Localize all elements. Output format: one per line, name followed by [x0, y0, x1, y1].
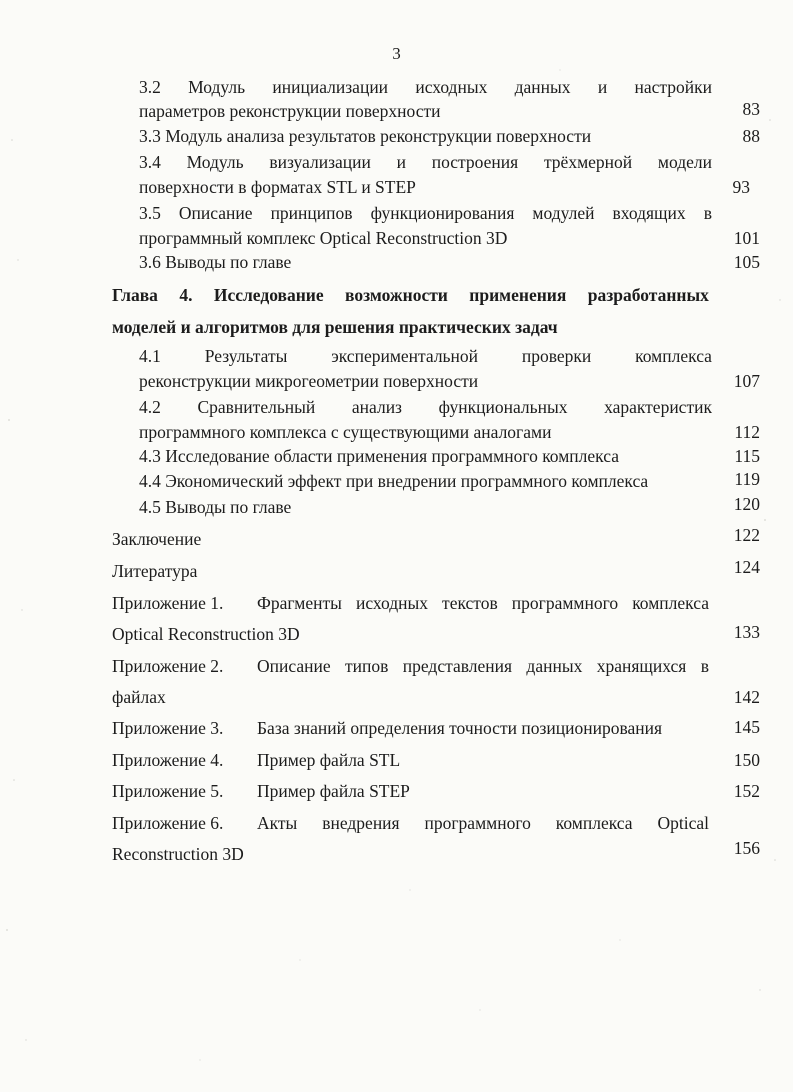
toc-word: Модуль [186, 152, 244, 172]
toc-word: визуализации [269, 152, 371, 172]
toc-word: типов [345, 656, 389, 676]
toc-word: 3.5 [139, 203, 161, 223]
toc-word: настройки [634, 77, 712, 97]
toc-word: Фрагменты [257, 593, 342, 613]
toc-entry-3-5 [139, 202, 712, 224]
appendix-2-title [257, 655, 709, 677]
toc-word: Сравнительный [197, 397, 316, 417]
toc-word: Описание [257, 656, 331, 676]
toc-word: функциональных [438, 397, 568, 417]
toc-word: данных [514, 77, 571, 97]
toc-word: Результаты [204, 346, 288, 366]
appendix-6-title [257, 812, 709, 834]
toc-word: Описание [178, 203, 253, 223]
chapter-word: разработанных [587, 285, 709, 305]
toc-word: Модуль [188, 77, 246, 97]
toc-entry-3-6: 3.6 Выводы по главе [139, 252, 292, 272]
toc-entry-3-3: 3.3 Модуль анализа результатов реконструкции поверхности [139, 126, 592, 146]
chapter-4-title [112, 284, 709, 306]
toc-page-4-2: 112 [734, 422, 760, 442]
toc-page-appendix-5: 152 [733, 781, 760, 801]
toc-word: в [700, 656, 709, 676]
toc-entry-4-1 [139, 345, 712, 367]
toc-word: текстов [442, 593, 498, 613]
chapter-word: 4. [179, 285, 193, 305]
toc-page-3-5: 101 [733, 228, 760, 248]
toc-word: инициализации [272, 77, 389, 97]
toc-entry-4-2 [139, 396, 712, 418]
toc-word: программного [424, 813, 531, 833]
toc-entry-conclusion: Заключение [112, 529, 202, 549]
toc-entry-4-4: 4.4 Экономический эффект при внедрении программного комплекса [139, 471, 649, 491]
toc-word: Optical [657, 813, 709, 833]
toc-page-4-4: 119 [734, 469, 760, 489]
chapter-4-title-line2: моделей и алгоритмов для решения практических задач [112, 317, 558, 337]
appendix-5-label: Приложение 5. [112, 781, 224, 801]
appendix-2-label: Приложение 2. [112, 656, 224, 676]
toc-entry-3-5-line2: программный комплекс Optical Reconstruction 3D [139, 228, 508, 248]
toc-word: и [396, 152, 406, 172]
toc-page-4-5: 120 [733, 494, 760, 514]
toc-page-appendix-4: 150 [733, 750, 760, 770]
toc-page-3-4: 93 [732, 177, 750, 197]
toc-page-literature: 124 [733, 557, 760, 577]
toc-word: исходных [355, 593, 428, 613]
toc-word: программного [511, 593, 619, 613]
toc-page-appendix-2: 142 [733, 687, 760, 707]
toc-word: проверки [521, 346, 592, 366]
appendix-5-title: Пример файла STEP [257, 781, 410, 801]
toc-word: построения [431, 152, 519, 172]
appendix-6-label: Приложение 6. [112, 813, 224, 833]
toc-word: представления [402, 656, 513, 676]
toc-word: хранящихся [596, 656, 687, 676]
appendix-2-line2: файлах [112, 687, 166, 707]
toc-word: 3.2 [139, 77, 161, 97]
toc-entry-4-5: 4.5 Выводы по главе [139, 497, 292, 517]
toc-word: экспериментальной [331, 346, 479, 366]
toc-page-appendix-1: 133 [733, 622, 760, 642]
toc-entry-3-2-line2: параметров реконструкции поверхности [139, 101, 441, 121]
toc-word: трёхмерной [543, 152, 633, 172]
toc-word: анализ [351, 397, 402, 417]
toc-word: данных [526, 656, 583, 676]
page-number: 3 [392, 44, 401, 63]
toc-page-4-3: 115 [734, 446, 760, 466]
appendix-4-label: Приложение 4. [112, 750, 224, 770]
appendix-3-title: База знаний определения точности позиционирования [257, 718, 663, 738]
appendix-1-title [257, 592, 709, 614]
toc-entry-3-2 [139, 76, 712, 98]
appendix-3-label: Приложение 3. [112, 718, 224, 738]
toc-entry-4-1-line2: реконструкции микрогеометрии поверхности [139, 371, 479, 391]
toc-entry-3-4-line2: поверхности в форматах STL и STEP [139, 177, 416, 197]
toc-word: 4.2 [139, 397, 161, 417]
appendix-1-line2: Optical Reconstruction 3D [112, 624, 300, 644]
toc-word: модулей [532, 203, 595, 223]
toc-word: комплекса [632, 593, 709, 613]
toc-page-4-1: 107 [733, 371, 760, 391]
chapter-word: Исследование [213, 285, 324, 305]
toc-word: характеристик [604, 397, 712, 417]
toc-page-3-2: 83 [742, 99, 760, 119]
toc-word: Акты [257, 813, 298, 833]
toc-page-3-3: 88 [742, 126, 760, 146]
chapter-word: применения [469, 285, 567, 305]
toc-page-3-6: 105 [733, 252, 760, 272]
appendix-4-title: Пример файла STL [257, 750, 401, 770]
toc-word: исходных [415, 77, 488, 97]
toc-word: внедрения [322, 813, 400, 833]
appendix-1-label: Приложение 1. [112, 593, 224, 613]
toc-entry-4-2-line2: программного комплекса с существующими аналогами [139, 422, 552, 442]
toc-word: комплекса [555, 813, 633, 833]
toc-page-appendix-3: 145 [733, 717, 760, 737]
toc-word: в [703, 203, 712, 223]
chapter-word: возможности [345, 285, 448, 305]
appendix-6-line2: Reconstruction 3D [112, 844, 244, 864]
toc-word: комплекса [635, 346, 712, 366]
toc-entry-literature: Литература [112, 561, 198, 581]
toc-entry-4-3: 4.3 Исследование области применения программного комплекса [139, 446, 619, 466]
toc-word: входящих [612, 203, 686, 223]
toc-word: принципов [270, 203, 353, 223]
toc-word: 4.1 [139, 346, 161, 366]
toc-word: модели [657, 152, 712, 172]
toc-page-appendix-6: 156 [733, 838, 760, 858]
toc-word: и [597, 77, 608, 97]
toc-word: 3.4 [139, 152, 161, 172]
toc-entry-3-4 [139, 151, 712, 173]
chapter-word: Глава [112, 285, 158, 305]
toc-word: функционирования [370, 203, 515, 223]
toc-page-conclusion: 122 [733, 525, 760, 545]
